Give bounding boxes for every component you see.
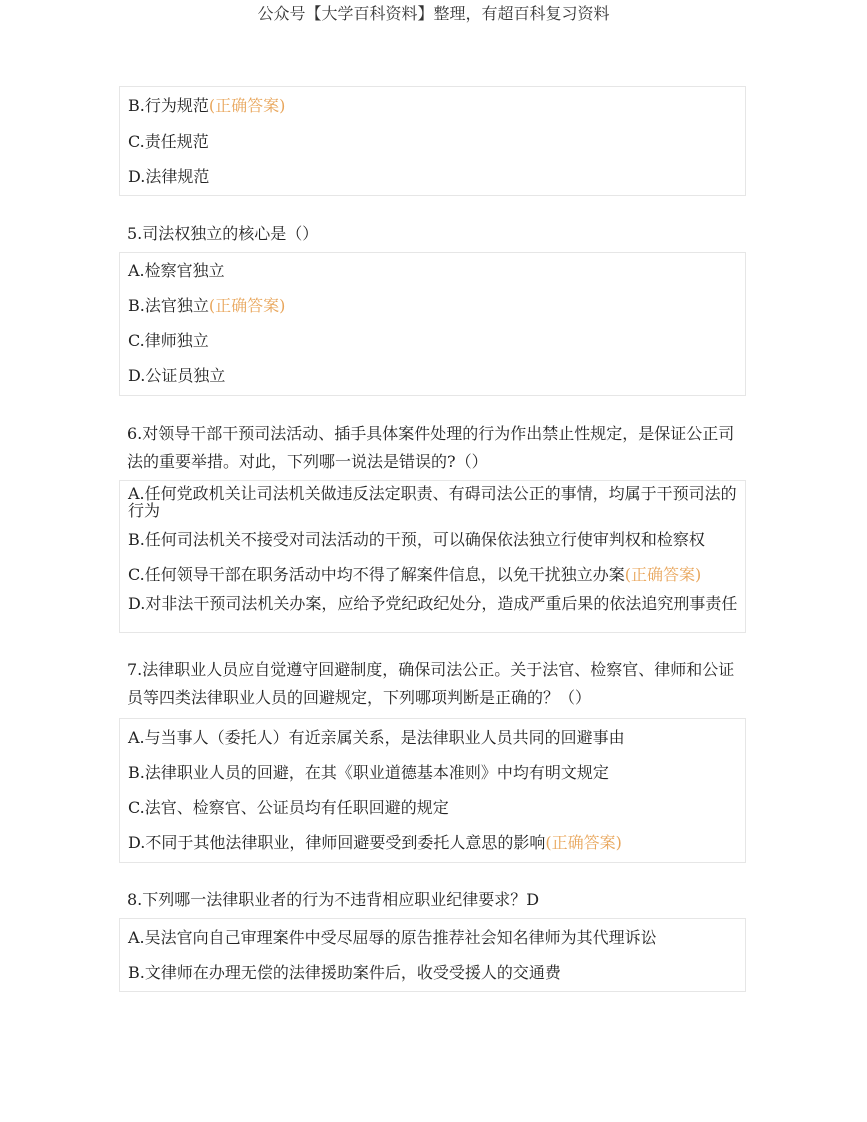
correct-answer-mark: (正确答案) xyxy=(624,565,702,584)
q6-question: 6.对领导干部干预司法活动、插手具体案件处理的行为作出禁止性规定，是保证公正司法的重要举措。对此，下列哪一说法是错误的?（） xyxy=(127,424,735,471)
q6-option-a[interactable] xyxy=(128,485,739,519)
q6-options xyxy=(119,480,746,633)
q7-option-b[interactable] xyxy=(128,764,739,782)
q8-question: 8.下列哪一法律职业者的行为不违背相应职业纪律要求？D xyxy=(127,890,540,909)
q8-options xyxy=(119,918,746,992)
q5-question: 5.司法权独立的核心是（） xyxy=(127,224,319,243)
q8-option-b[interactable] xyxy=(128,964,739,982)
option-text: A.检察官独立 xyxy=(128,261,225,280)
option-text: A.吴法官向自己审理案件中受尽屈辱的原告推荐社会知名律师为其代理诉讼 xyxy=(128,928,657,947)
correct-answer-mark: (正确答案) xyxy=(208,96,286,115)
q6-option-d[interactable] xyxy=(128,595,739,612)
option-text: C.任何领导干部在职务活动中均不得了解案件信息，以免干扰独立办案 xyxy=(128,565,625,584)
q6-option-b[interactable] xyxy=(128,531,739,549)
option-text: B.行为规范 xyxy=(128,96,209,115)
option-text: A.任何党政机关让司法机关做违反法定职责、有碍司法公正的事情，均属于干预司法的行为 xyxy=(128,484,737,520)
q4-option-c[interactable] xyxy=(128,133,739,151)
option-text: B.任何司法机关不接受对司法活动的干预，可以确保依法独立行使审判权和检察权 xyxy=(128,530,705,549)
q7-question: 7.法律职业人员应自觉遵守回避制度，确保司法公正。关于法官、检察官、律师和公证员等四类法律职业人员的回避规定，下列哪项判断是正确的？（） xyxy=(127,660,735,707)
q5-option-b[interactable] xyxy=(128,297,739,315)
q5-option-d[interactable] xyxy=(128,367,739,385)
q5-option-a[interactable] xyxy=(128,262,739,280)
option-text: D.对非法干预司法机关办案，应给予党纪政纪处分，造成严重后果的依法追究刑事责任 xyxy=(128,594,738,613)
q5-options xyxy=(119,252,746,396)
option-text: C.法官、检察官、公证员均有任职回避的规定 xyxy=(128,798,449,817)
q4-option-d[interactable] xyxy=(128,168,739,186)
correct-answer-mark: (正确答案) xyxy=(545,833,622,852)
option-text: D.公证员独立 xyxy=(128,366,226,385)
correct-answer-mark: (正确答案) xyxy=(208,296,286,315)
q7-option-d[interactable] xyxy=(128,834,739,852)
option-text: B.法官独立 xyxy=(128,296,209,315)
option-text: C.律师独立 xyxy=(128,331,209,350)
option-text: B.法律职业人员的回避，在其《职业道德基本准则》中均有明文规定 xyxy=(128,763,609,782)
q6-option-c[interactable] xyxy=(128,566,739,584)
q4-options xyxy=(119,86,746,196)
q4-option-b[interactable] xyxy=(128,97,739,115)
q7-option-c[interactable] xyxy=(128,799,739,817)
option-text: D.法律规范 xyxy=(128,167,210,186)
q7-option-a[interactable] xyxy=(128,729,739,747)
q8-option-a[interactable] xyxy=(128,929,739,947)
option-text: C.责任规范 xyxy=(128,132,209,151)
option-text: D.不同于其他法律职业，律师回避要受到委托人意思的影响 xyxy=(128,833,546,852)
option-text: B.文律师在办理无偿的法律援助案件后，收受受援人的交通费 xyxy=(128,963,561,982)
option-text: A.与当事人（委托人）有近亲属关系，是法律职业人员共同的回避事由 xyxy=(128,728,625,747)
q7-options xyxy=(119,718,746,863)
page-header: 公众号【大学百科资料】整理，有超百科复习资料 xyxy=(257,4,610,23)
q5-option-c[interactable] xyxy=(128,332,739,350)
